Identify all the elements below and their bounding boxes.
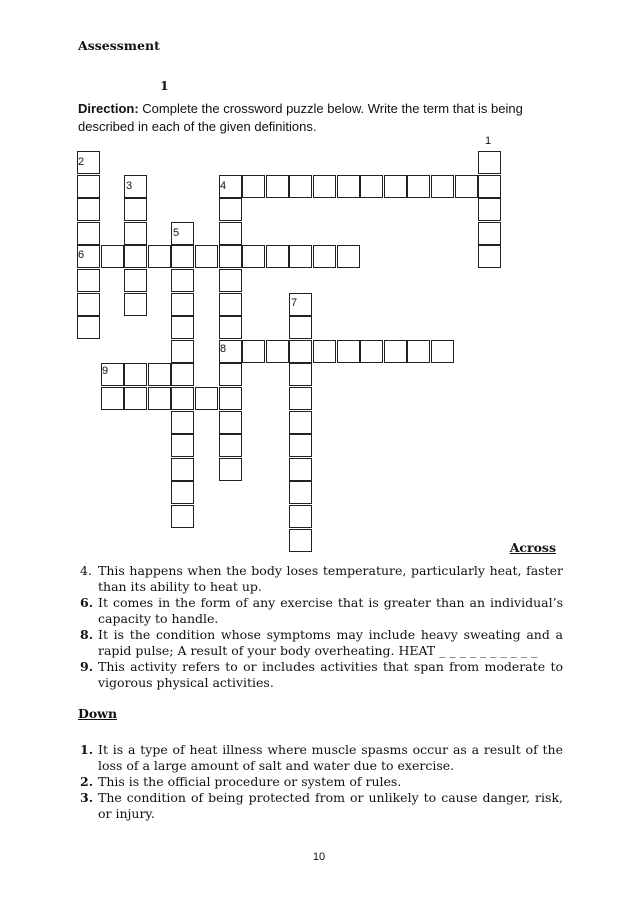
crossword-cell[interactable] (266, 175, 289, 198)
crossword-cell[interactable] (171, 505, 194, 528)
crossword-cell[interactable] (478, 175, 501, 198)
crossword-cell[interactable] (219, 222, 242, 245)
crossword-cell[interactable] (289, 363, 312, 386)
crossword-cell[interactable] (431, 175, 454, 198)
crossword-cell[interactable] (77, 222, 100, 245)
crossword-cell[interactable] (124, 245, 147, 268)
crossword-cell[interactable] (313, 245, 336, 268)
crossword-cell[interactable] (337, 245, 360, 268)
crossword-cell[interactable] (171, 434, 194, 457)
clue-number-6: 6 (78, 249, 85, 261)
crossword-cell[interactable] (171, 316, 194, 339)
clue-number-8: 8 (220, 343, 227, 355)
crossword-cell[interactable] (289, 481, 312, 504)
crossword-cell[interactable] (478, 198, 501, 221)
clue-number-4: 4 (220, 180, 227, 192)
crossword-cell[interactable] (337, 175, 360, 198)
page-number: 10 (312, 851, 326, 863)
crossword-cell[interactable] (171, 458, 194, 481)
crossword-cell[interactable] (171, 340, 194, 363)
crossword-cell[interactable] (360, 175, 383, 198)
crossword-cell[interactable] (124, 293, 147, 316)
crossword-cell[interactable] (242, 245, 265, 268)
crossword-cell[interactable] (124, 387, 147, 410)
crossword-cell[interactable] (77, 316, 100, 339)
crossword-cell[interactable] (219, 293, 242, 316)
crossword-cell[interactable] (242, 340, 265, 363)
crossword-cell[interactable] (219, 269, 242, 292)
crossword-cell[interactable] (124, 198, 147, 221)
crossword-cell[interactable] (219, 316, 242, 339)
direction-text: Complete the crossword puzzle below. Write the term that is being described in each of the given definitions. (78, 101, 523, 134)
crossword-cell[interactable] (266, 340, 289, 363)
down-clue-2: 2. This is the official procedure or system of rules. (80, 774, 402, 789)
across-title: Across (509, 540, 556, 555)
down-title: Down (78, 706, 118, 721)
crossword-cell[interactable] (360, 340, 383, 363)
crossword-cell[interactable] (289, 411, 312, 434)
clue-number-5: 5 (173, 227, 180, 239)
crossword-cell[interactable] (219, 363, 242, 386)
crossword-cell[interactable] (77, 175, 100, 198)
crossword-cell[interactable] (431, 340, 454, 363)
crossword-cell[interactable] (148, 387, 171, 410)
clue-number-2: 2 (78, 156, 85, 168)
crossword-cell[interactable] (384, 175, 407, 198)
crossword-cell[interactable] (289, 505, 312, 528)
crossword-cell[interactable] (171, 245, 194, 268)
crossword-cell[interactable] (171, 269, 194, 292)
crossword-cell[interactable] (266, 245, 289, 268)
across-clue-4: 4. This happens when the body loses temperature, particularly heat, faster than its ability to heat up. (80, 563, 563, 594)
crossword-cell[interactable] (77, 293, 100, 316)
crossword-cell[interactable] (337, 340, 360, 363)
crossword-cell[interactable] (124, 363, 147, 386)
crossword-cell[interactable] (289, 458, 312, 481)
across-clue-8: 8. It is the condition whose symptoms may include heavy sweating and a rapid pulse; A result of your body overheating. HEAT _ _ _ _ _ _ _ _ _ _ (80, 627, 563, 658)
crossword-cell[interactable] (478, 222, 501, 245)
crossword-cell[interactable] (77, 269, 100, 292)
crossword-cell[interactable] (124, 222, 147, 245)
assessment-heading: Assessment (78, 38, 160, 53)
crossword-cell[interactable] (171, 293, 194, 316)
crossword-cell[interactable] (384, 340, 407, 363)
crossword-cell[interactable] (289, 175, 312, 198)
clue-number-3: 3 (126, 180, 133, 192)
crossword-cell[interactable] (148, 363, 171, 386)
crossword-cell[interactable] (171, 481, 194, 504)
crossword-cell[interactable] (219, 411, 242, 434)
crossword-cell[interactable] (219, 434, 242, 457)
across-clue-9: 9. This activity refers to or includes activities that span from moderate to vigorous physical activities. (80, 659, 563, 690)
crossword-cell[interactable] (195, 387, 218, 410)
crossword-cell[interactable] (289, 434, 312, 457)
crossword-cell[interactable] (478, 245, 501, 268)
clue-number-1: 1 (485, 135, 492, 147)
crossword-cell[interactable] (289, 245, 312, 268)
crossword-cell[interactable] (289, 529, 312, 552)
crossword-cell[interactable] (171, 363, 194, 386)
crossword-cell[interactable] (148, 245, 171, 268)
crossword-cell[interactable] (219, 387, 242, 410)
crossword-cell[interactable] (77, 198, 100, 221)
crossword-cell[interactable] (219, 245, 242, 268)
down-clue-3: 3. The condition of being protected from or unlikely to cause danger, risk, or injury. (80, 790, 563, 821)
assessment-number: 1 (160, 78, 169, 93)
crossword-cell[interactable] (289, 340, 312, 363)
crossword-cell[interactable] (289, 316, 312, 339)
crossword-cell[interactable] (407, 340, 430, 363)
down-clue-1: 1. It is a type of heat illness where muscle spasms occur as a result of the loss of a large amount of salt and water due to exercise. (80, 742, 563, 773)
crossword-cell[interactable] (101, 387, 124, 410)
crossword-cell[interactable] (219, 458, 242, 481)
crossword-cell[interactable] (124, 269, 147, 292)
crossword-cell[interactable] (289, 387, 312, 410)
clue-number-7: 7 (291, 297, 298, 309)
across-clue-6: 6. It comes in the form of any exercise that is greater than an individual’s capacity to handle. (80, 595, 563, 626)
direction-label: Direction: (78, 101, 139, 116)
crossword-cell[interactable] (455, 175, 478, 198)
crossword-cell[interactable] (219, 198, 242, 221)
crossword-cell[interactable] (242, 175, 265, 198)
crossword-cell[interactable] (195, 245, 218, 268)
crossword-cell[interactable] (313, 175, 336, 198)
crossword-cell[interactable] (101, 245, 124, 268)
crossword-cell[interactable] (171, 387, 194, 410)
crossword-cell[interactable] (478, 151, 501, 174)
across-clues (78, 563, 563, 691)
down-clues (78, 742, 563, 822)
crossword-cell[interactable] (407, 175, 430, 198)
crossword-cell[interactable] (171, 411, 194, 434)
crossword-cell[interactable] (313, 340, 336, 363)
clue-number-9: 9 (102, 365, 109, 377)
